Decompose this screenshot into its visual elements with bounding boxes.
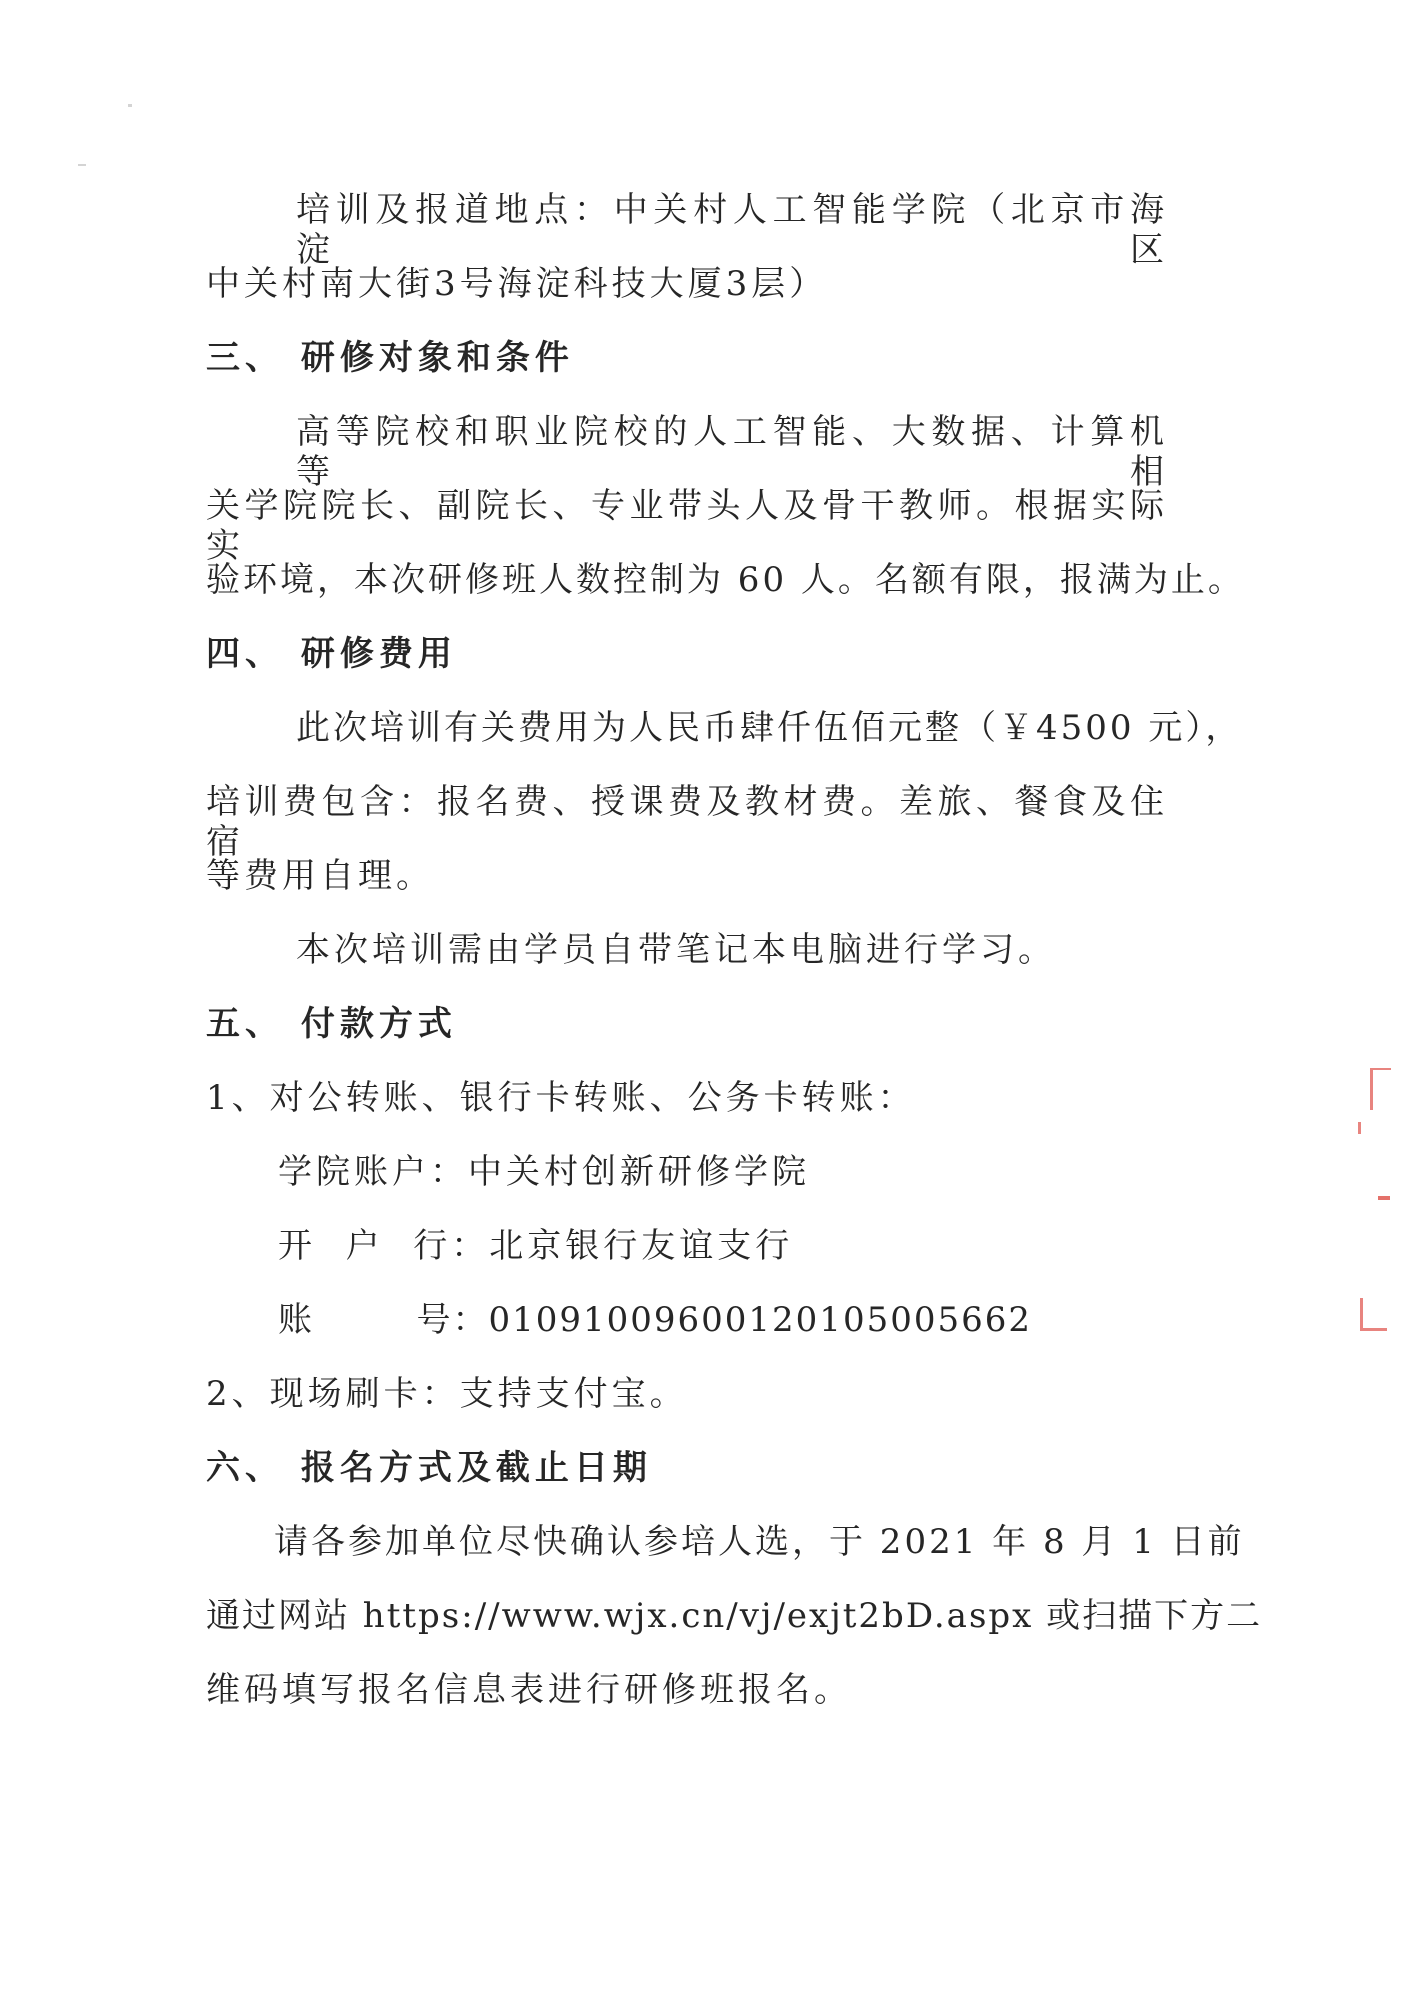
account-number-line: 账 号：01091009600120105005662 [278, 1300, 1032, 1340]
paragraph-line: 培训费包含：报名费、授课费及教材费。差旅、餐食及住宿 [206, 782, 1168, 862]
seal-fragment [1360, 1298, 1387, 1331]
scan-speck [78, 164, 86, 166]
scan-speck [128, 104, 132, 107]
section-heading: 五、 付款方式 [206, 1004, 457, 1044]
list-item: 2、现场刷卡：支持支付宝。 [206, 1374, 688, 1414]
paragraph-line: 请各参加单位尽快确认参培人选，于 2021 年 8 月 1 日前 [274, 1522, 1245, 1562]
paragraph-line: 高等院校和职业院校的人工智能、大数据、计算机等相 [296, 412, 1168, 492]
paragraph-line: 维码填写报名信息表进行研修班报名。 [206, 1670, 852, 1710]
section-heading: 六、 报名方式及截止日期 [206, 1448, 652, 1488]
paragraph-line: 培训及报道地点：中关村人工智能学院（北京市海淀区 [296, 190, 1168, 270]
seal-fragment [1378, 1196, 1390, 1208]
paragraph-line: 验环境，本次研修班人数控制为 60 人。名额有限，报满为止。 [206, 560, 1245, 600]
section-heading: 四、 研修费用 [206, 634, 457, 674]
section-heading: 三、 研修对象和条件 [206, 338, 574, 378]
paragraph-line: 通过网站 https://www.wjx.cn/vj/exjt2bD.aspx 或扫描下方二 [206, 1596, 1263, 1636]
bank-line: 开 户 行：北京银行友谊支行 [278, 1226, 794, 1266]
paragraph-line: 等费用自理。 [206, 856, 434, 896]
account-name-line: 学院账户：中关村创新研修学院 [278, 1152, 810, 1192]
paragraph-line: 中关村南大街3号海淀科技大厦3层） [206, 264, 828, 304]
paragraph-line: 关学院院长、副院长、专业带头人及骨干教师。根据实际实 [206, 486, 1168, 566]
list-item: 1、对公转账、银行卡转账、公务卡转账： [206, 1078, 916, 1118]
paragraph-line: 本次培训需由学员自带笔记本电脑进行学习。 [296, 930, 1056, 970]
paragraph-line: 此次培训有关费用为人民币肆仟伍佰元整（￥4500 元）， [296, 708, 1243, 748]
seal-fragment [1358, 1122, 1375, 1134]
seal-fragment [1370, 1068, 1391, 1110]
